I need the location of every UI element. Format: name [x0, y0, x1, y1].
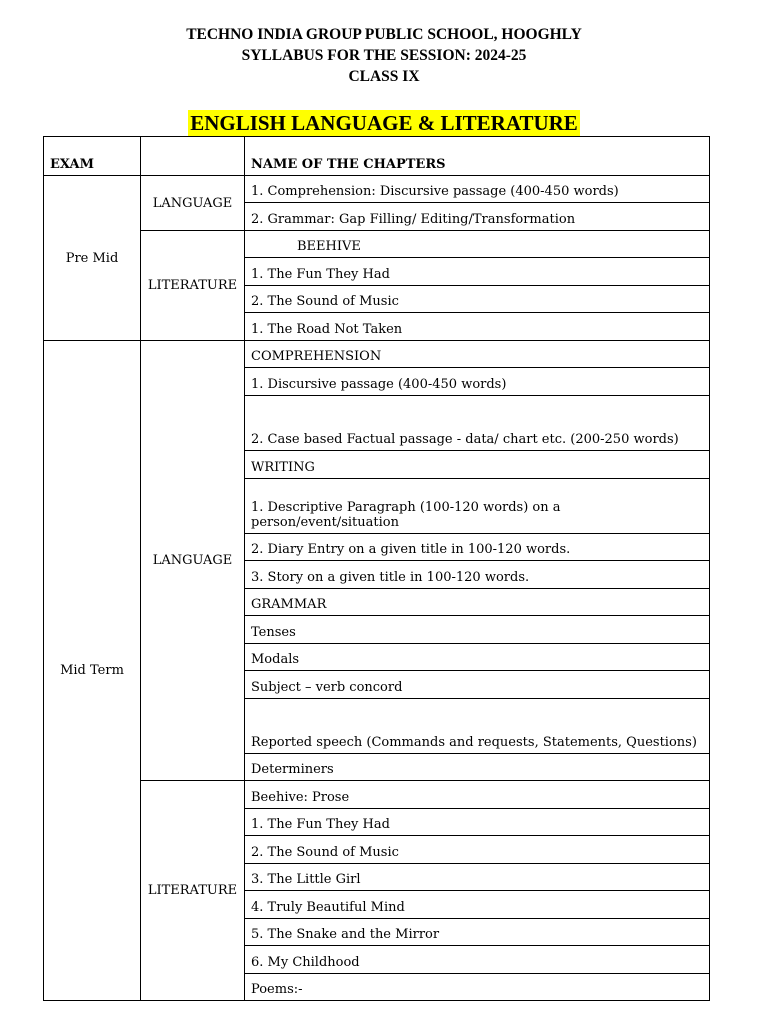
table-header-row: [44, 137, 710, 176]
chapter-cell: 1. Discursive passage (400-450 words): [245, 368, 710, 396]
section-heading: GRAMMAR: [245, 589, 710, 616]
chapters-column-header: NAME OF THE CHAPTERS: [245, 137, 710, 176]
chapter-cell: 3. Story on a given title in 100-120 words.: [245, 561, 710, 589]
chapter-cell: 4. Truly Beautiful Mind: [245, 891, 710, 919]
exam-column-header: EXAM: [44, 137, 141, 176]
category-language: LANGUAGE: [141, 176, 245, 231]
chapter-cell: 1. The Fun They Had: [245, 809, 710, 836]
category-column-header: [141, 137, 245, 176]
exam-mid-term: Mid Term: [44, 341, 141, 1001]
class-title: CLASS IX: [348, 68, 420, 85]
category-literature: LITERATURE: [141, 781, 245, 1001]
category-literature: LITERATURE: [141, 231, 245, 341]
chapter-cell: 1. The Road Not Taken: [245, 313, 710, 341]
table-row: [44, 341, 710, 368]
syllabus-table: [43, 136, 710, 1001]
section-heading: WRITING: [245, 451, 710, 479]
chapter-cell: 3. The Little Girl: [245, 864, 710, 891]
chapter-cell: 2. Grammar: Gap Filling/ Editing/Transformation: [245, 203, 710, 231]
category-language: LANGUAGE: [141, 341, 245, 781]
chapter-cell: 6. My Childhood: [245, 946, 710, 974]
chapter-cell: 2. Case based Factual passage - data/ chart etc. (200-250 words): [245, 396, 710, 451]
chapter-cell: 1. Descriptive Paragraph (100-120 words) on a person/event/situation: [245, 479, 710, 534]
chapter-cell: 2. Diary Entry on a given title in 100-120 words.: [245, 534, 710, 561]
school-name: TECHNO INDIA GROUP PUBLIC SCHOOL, HOOGHLY: [186, 26, 582, 43]
session-title: SYLLABUS FOR THE SESSION: 2024-25: [241, 47, 527, 64]
section-heading: Beehive: Prose: [245, 781, 710, 809]
chapter-cell: 2. The Sound of Music: [245, 286, 710, 313]
chapter-cell: Subject – verb concord: [245, 671, 710, 699]
subject-title: ENGLISH LANGUAGE & LITERATURE: [190, 111, 578, 135]
chapter-cell: 1. Comprehension: Discursive passage (400-450 words): [245, 176, 710, 203]
section-heading: BEEHIVE: [245, 231, 710, 258]
exam-pre-mid: Pre Mid: [44, 176, 141, 341]
chapter-cell: 1. The Fun They Had: [245, 258, 710, 286]
table-row: [44, 781, 710, 809]
table-row: [44, 176, 710, 203]
chapter-cell: Modals: [245, 644, 710, 671]
chapter-cell: 5. The Snake and the Mirror: [245, 919, 710, 946]
chapter-cell: Determiners: [245, 754, 710, 781]
table-row: [44, 231, 710, 258]
chapter-cell: Tenses: [245, 616, 710, 644]
section-heading: COMPREHENSION: [245, 341, 710, 368]
chapter-cell: 2. The Sound of Music: [245, 836, 710, 864]
section-heading: Poems:-: [245, 974, 710, 1001]
chapter-cell: Reported speech (Commands and requests, Statements, Questions): [245, 699, 710, 754]
